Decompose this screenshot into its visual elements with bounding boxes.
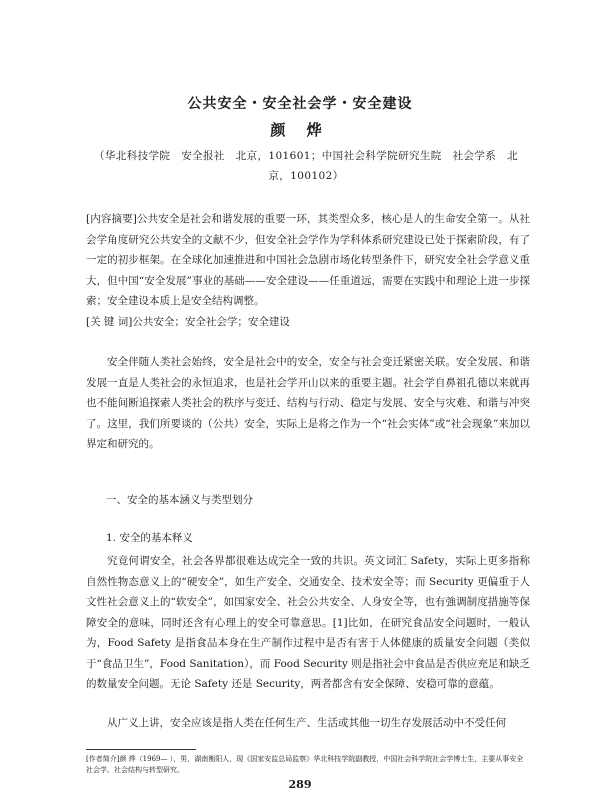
abstract-paragraph xyxy=(86,209,530,312)
footnote-divider xyxy=(86,749,196,750)
body-paragraph: 从广义上讲，安全应该是指人类在任何生产、生活或其他一切生存发展活动中不受任何 xyxy=(107,717,506,729)
abstract-label: [内容摘要] xyxy=(86,213,137,225)
section-heading: 一、安全的基本涵义与类型划分 xyxy=(106,494,253,506)
body-paragraph: 究竟何谓安全，社会各界都很难达成完全一致的共识。英文词汇 Safety，实际上更多指称自然性物态意义上的“硬安全”，如生产安全、交通安全、技术安全等；而 Security 更偏重于人文性社会意义上的“软安全”，如国家安全、社会公共安全、人身安全等，也有強调制度措施等保障安全的意味，同时还含有心理上的安全可靠意思。[1]比如，在研究食品安全问题时，一般认为，Food Safety 是指食品本身在生产制作过程中是否有害于人体健康的质量安全问题（类似于“食品卫生”，Food Sanitation），而 Food Security 则是指社会中食品是否供应充足和缺乏的数量安全问题。无论 Safety 还是 Security，两者都含有安全保障、安稳可靠的意蕴。 xyxy=(86,555,530,690)
intro-paragraph: 安全伴随人类社会始终，安全是社会中的安全，安全与社会变迁紧密关联。安全发展、和谐发展一直是人类社会的永恒追求，也是社会学开山以来的重要主题。社会学自鼻祖孔德以来就再也不能间断追探索人类社会的秩序与变迁、结构与行动、稳定与发展、安全与灾难、和谐与冲突了。这里，我们所要谈的（公共）安全，实际上是将之作为一个“社会实体”或“社会现象”来加以界定和研究的。 xyxy=(86,356,530,450)
author-affiliation: （华北科技学院 安全报社 北京，101601；中国社会科学院研究生院 社会学系 北京，100102） xyxy=(94,150,518,182)
abstract-text: 公共安全是社会和谐发展的重要一环，其类型众多，核心是人的生命安全第一。从社会学角度研究公共安全的文献不少，但安全社会学作为学科体系研究建设已处于探索阶段，有了一定的初步框架。在全球化加速推进和中国社会急剧市场化转型条件下，研究安全社会学意义重大，但中国“安全发展”事业的基础——安全建设——任重道远，需要在实践中和理论上进一步探索；安全建设本质上是安全结构调整。 xyxy=(86,213,530,307)
page-number: 289 xyxy=(288,778,312,791)
abstract-block xyxy=(86,209,530,332)
paper-title: 公共安全・安全社会学・安全建设 xyxy=(187,96,413,112)
author-footnote: [作者简介]颜 烨（1969— ），男，湖南衡阳人，现《国家安监总局监察》华北科技学院副教授，中国社会科学院社会学博士生，主要从事安全社会学、社会结构与转型研究。 xyxy=(86,755,524,774)
subsection-heading: 1. 安全的基本释义 xyxy=(106,532,193,544)
author-name: 颜 烨 xyxy=(270,121,330,139)
keywords-label: [关 键 词] xyxy=(86,315,133,328)
keywords-paragraph xyxy=(86,312,530,333)
keywords-text: 公共安全；安全社会学；安全建设 xyxy=(132,315,290,328)
